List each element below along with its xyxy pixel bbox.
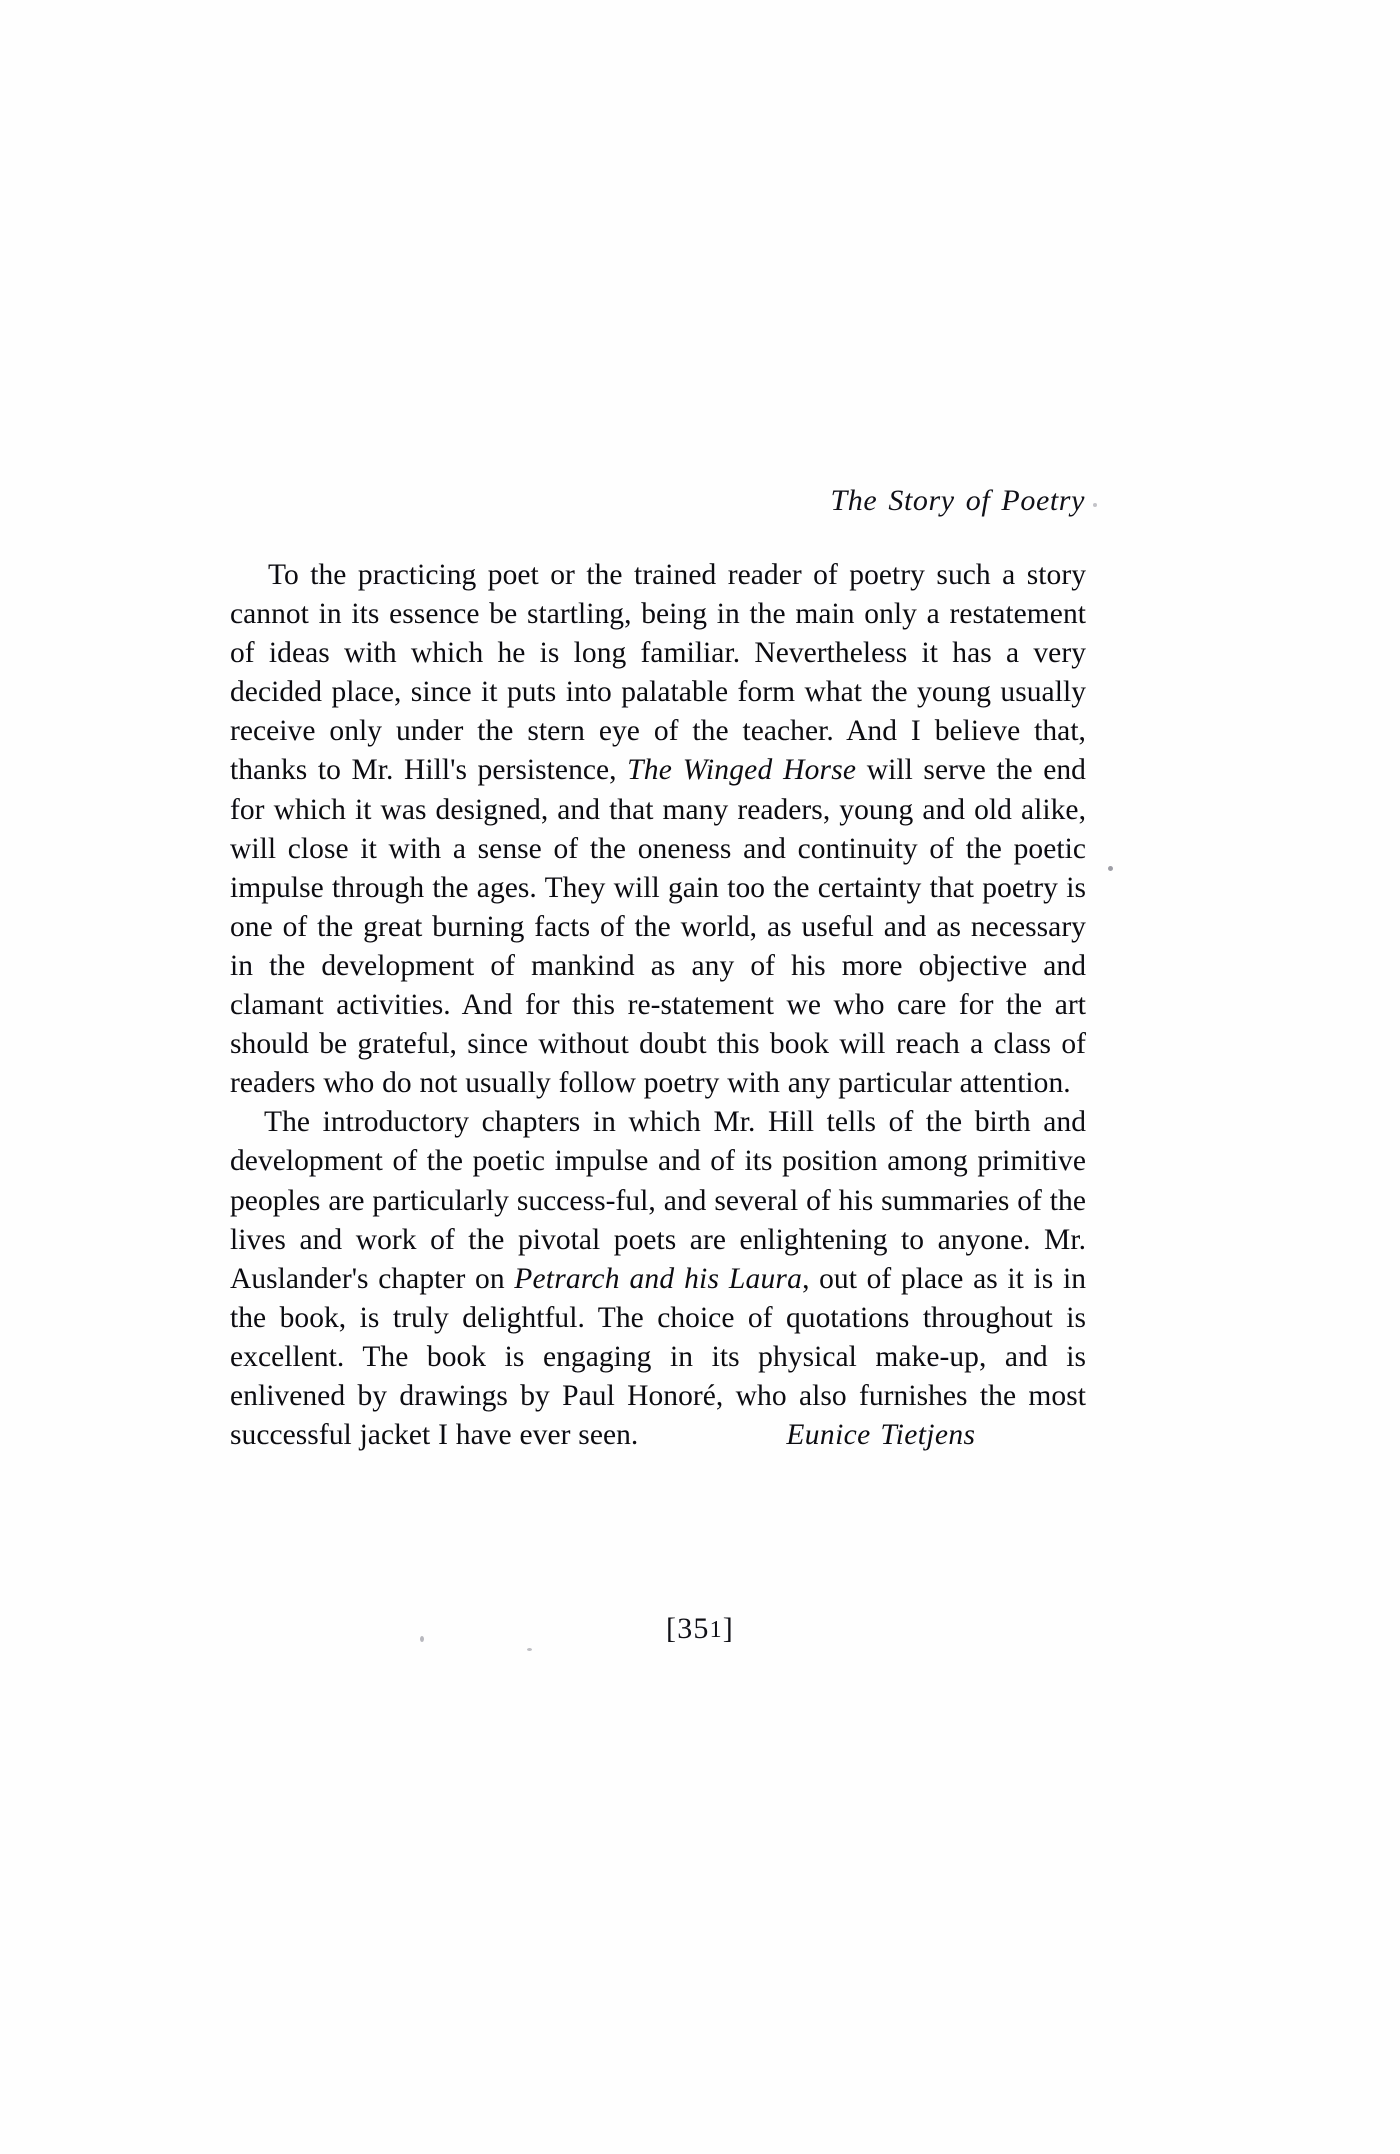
body-text-block xyxy=(230,556,1086,1455)
scan-speck xyxy=(527,1648,532,1651)
paragraph-first-text-part-1: To the practicing poet or the trained reader of poetry such a story cannot in its essence be startling, being in the main only a restatement of ideas with which he is long familiar. Nevertheless it has a very decided place, since it puts into palatable form what the young usually receive only under the stern eye of the teacher. And I believe that, thanks to Mr. Hill's persistence, xyxy=(230,559,1086,787)
chapter-title-petrarch-and-his-laura: Petrarch and his Laura xyxy=(514,1262,803,1295)
scan-speck xyxy=(1093,503,1097,507)
scan-speck xyxy=(1108,866,1113,871)
running-head: The Story of Poetry xyxy=(830,484,1085,517)
folio-close-bracket: ] xyxy=(722,1612,734,1645)
paragraph-first-text-part-2: will serve the end for which it was designed, and that many readers, young and old alike, will close it with a sense of the oneness and continuity of the poetic impulse through the ages. They will gain too the certainty that poetry is one of the great burning facts of the world, as useful and as necessary in the development of mankind as any of his more objective and clamant activities. And for this re-statement we who care for the art should be grateful, since without doubt this book will reach a class of readers who do not usually follow poetry with any particular attention. xyxy=(230,754,1086,1100)
book-title-winged-horse: The Winged Horse xyxy=(627,754,857,787)
author-signature: Eunice Tietjens xyxy=(786,1419,976,1452)
folio-number: 35 xyxy=(677,1612,710,1645)
folio-number-tail: 1 xyxy=(709,1617,723,1643)
paragraph-second-text-part-2: , out of place as it is in the book, is truly delightful. The choice of quotations throughout is excellent. The book is engaging in its physical make-up, and is enlivened by drawings by Paul Honoré, who also furnishes the most successful jacket I have ever seen. xyxy=(230,1262,1087,1452)
scan-speck xyxy=(420,1636,424,1642)
paragraph-first xyxy=(230,556,1086,1103)
paragraph-second-text-part-1: The introductory chapters in which Mr. Hill tells of the birth and development of the poetic impulse and of its position among primitive peoples are particularly success-ful, and several of his summaries of the lives and work of the pivotal poets are enlightening to anyone. Mr. Auslander's chapter on xyxy=(230,1106,1086,1295)
page-folio xyxy=(0,1612,1400,1646)
paragraph-second xyxy=(230,1103,1086,1455)
folio-open-bracket: [ xyxy=(665,1612,678,1645)
